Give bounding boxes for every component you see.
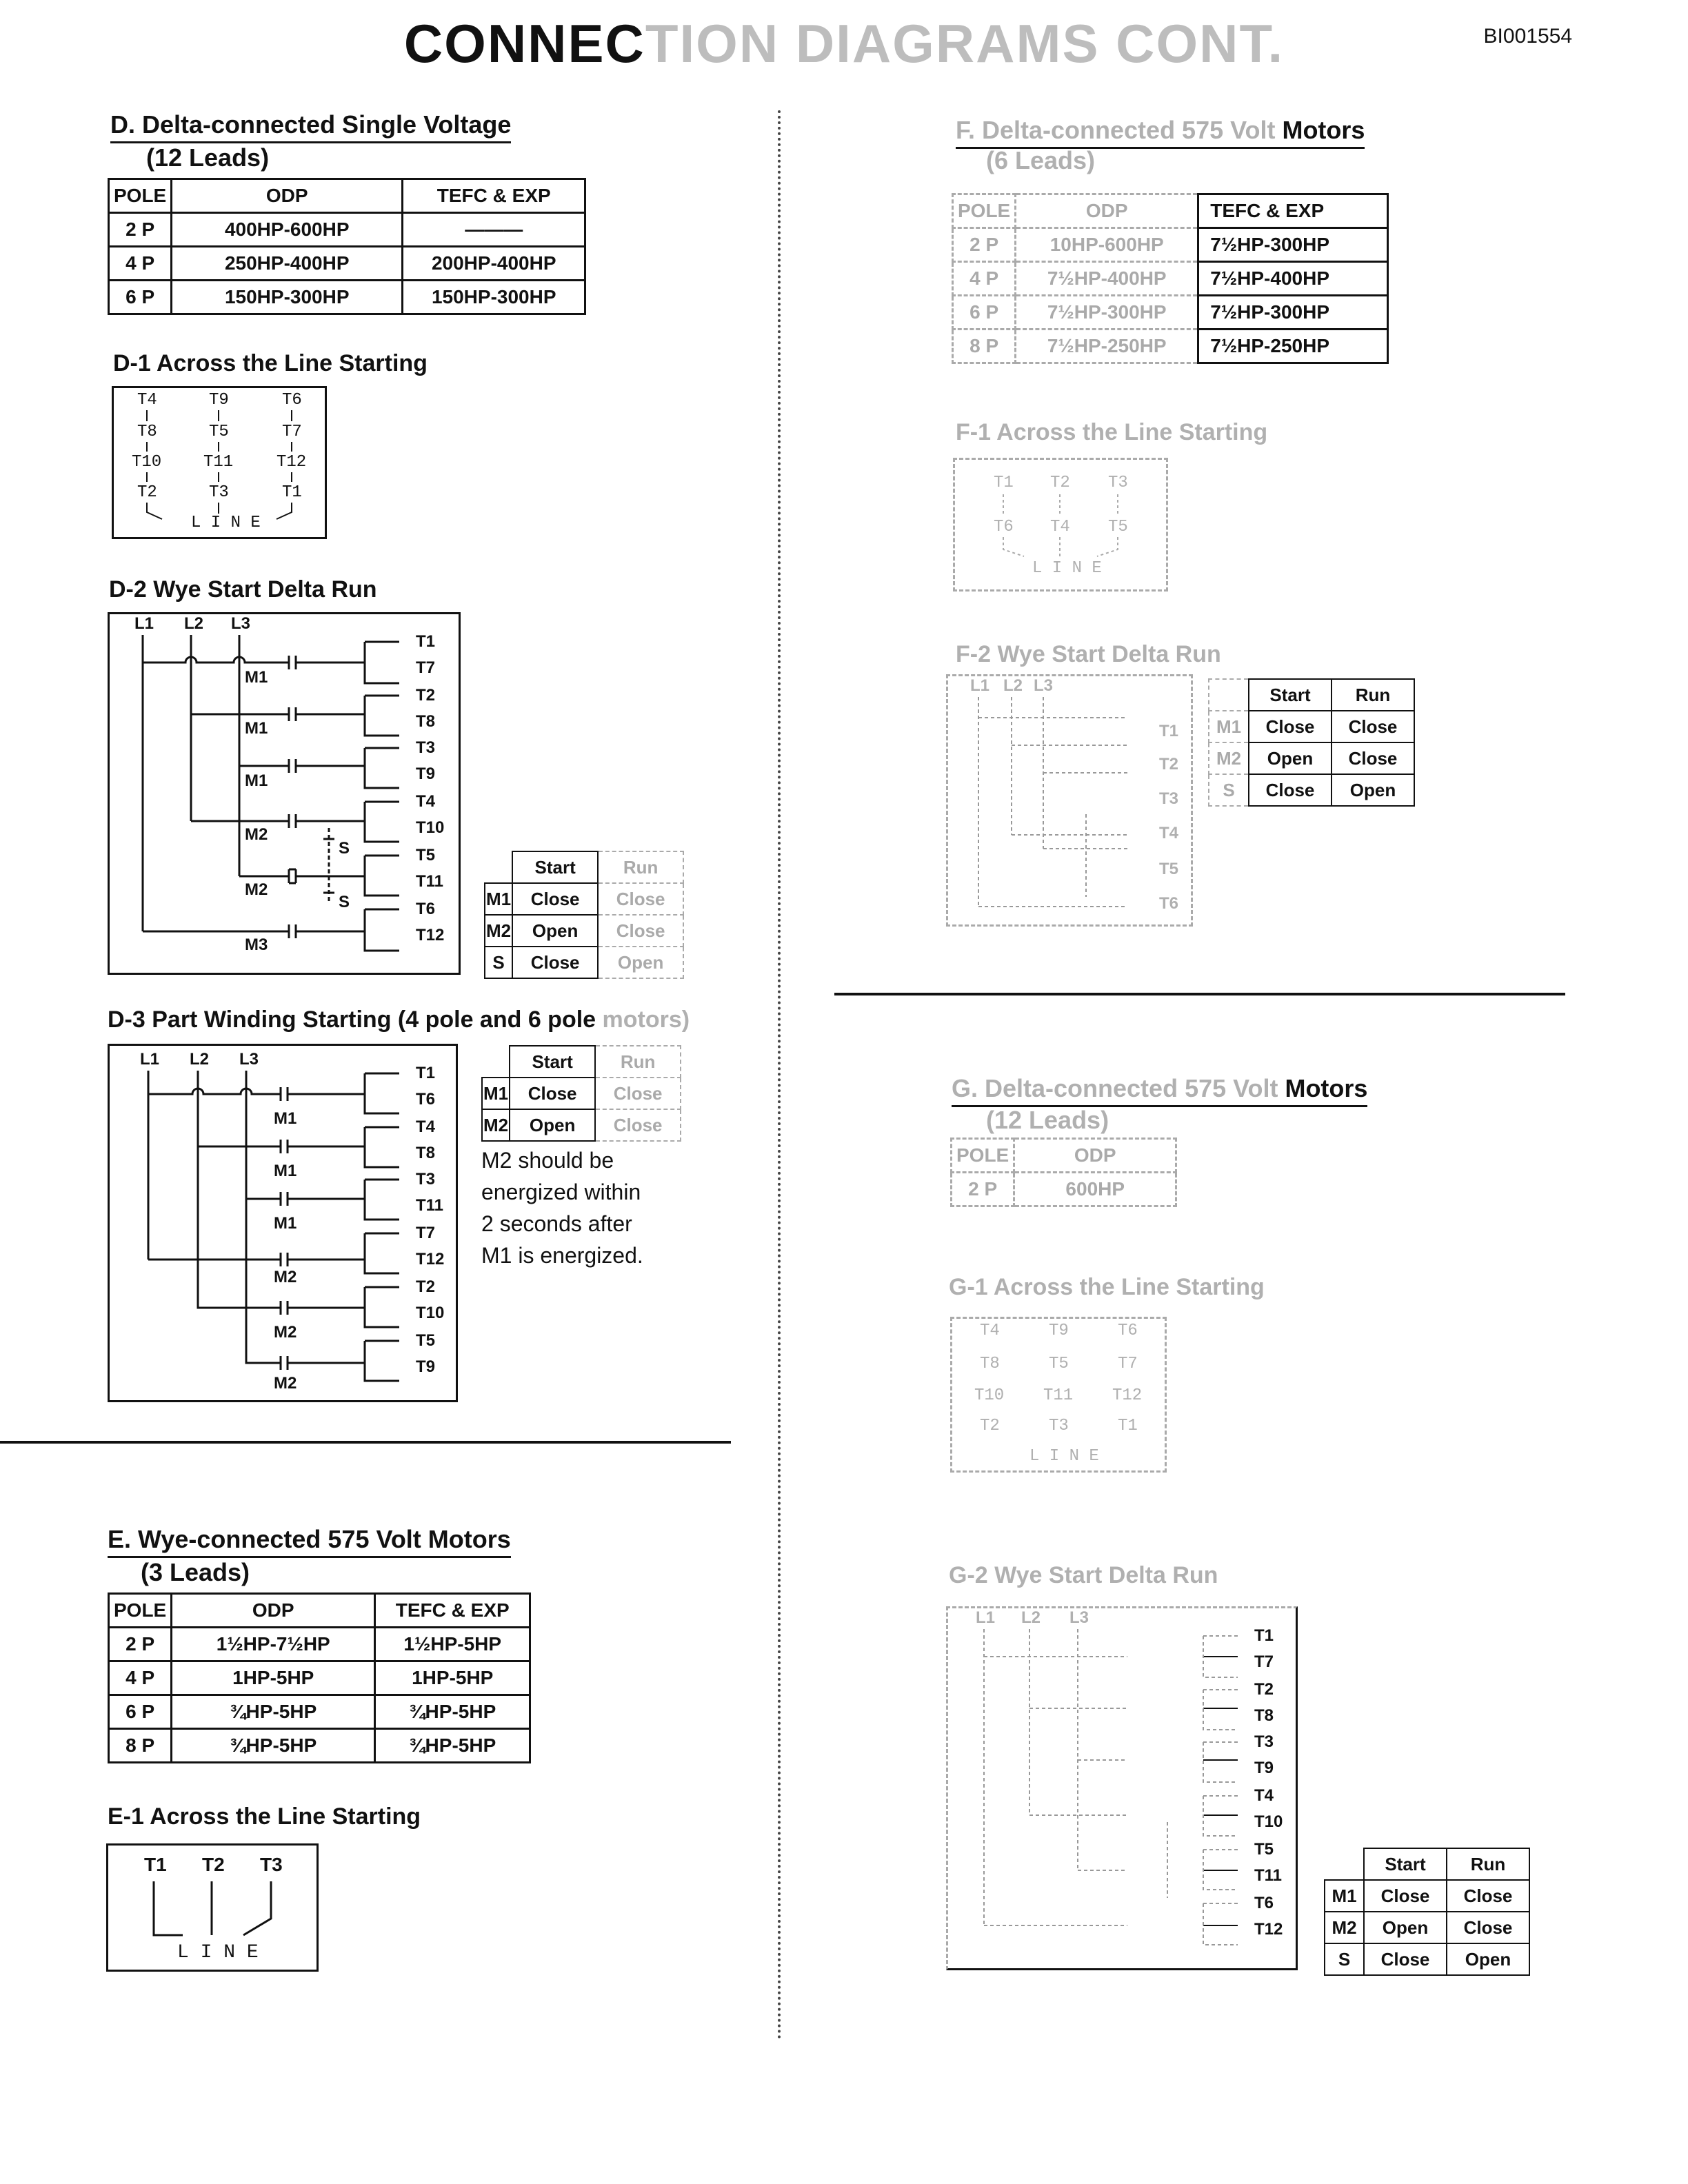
g2-diagram xyxy=(946,1606,1298,1970)
table-row xyxy=(953,194,1388,228)
table-cell: Close xyxy=(598,883,683,915)
contactor-label: M1 xyxy=(274,1214,297,1233)
d3-diagram xyxy=(108,1044,458,1402)
section-e-leads: (3 Leads) xyxy=(141,1558,250,1586)
d2-title: D-2 Wye Start Delta Run xyxy=(109,576,377,603)
d1-lead: T12 xyxy=(277,453,307,472)
table-cell: Open xyxy=(1364,1912,1447,1943)
terminal-label: T8 xyxy=(1254,1706,1274,1725)
table-cell: S xyxy=(1209,774,1249,806)
d3-title xyxy=(108,1007,690,1033)
table-header-cell xyxy=(482,1046,510,1078)
table-cell: 7½HP-400HP xyxy=(1016,262,1198,296)
table-cell: 4 P xyxy=(109,247,172,281)
table-cell: Close xyxy=(1447,1912,1529,1943)
table-cell: Close xyxy=(1447,1880,1529,1912)
table-header-cell: TEFC & EXP xyxy=(1198,194,1388,228)
table-row xyxy=(1325,1848,1529,1880)
g1-lead: T7 xyxy=(1118,1355,1138,1373)
contactor-label: M2 xyxy=(245,880,268,899)
e1-diagram xyxy=(106,1843,319,1972)
table-row xyxy=(109,1661,530,1695)
section-f-title-faint: F. Delta-connected 575 Volt xyxy=(956,116,1283,144)
line-label-l1: L1 xyxy=(134,614,154,633)
d3-switch-table xyxy=(481,1045,681,1142)
terminal-label: T1 xyxy=(416,1064,436,1082)
f1-diagram xyxy=(953,458,1168,592)
e1-lead: T3 xyxy=(260,1854,283,1875)
terminal-label: T2 xyxy=(1254,1680,1274,1699)
terminal-label: T4 xyxy=(1159,824,1179,842)
table-cell: 1½HP-5HP xyxy=(375,1628,530,1661)
section-e-pole-table xyxy=(108,1593,531,1763)
f2-title: F-2 Wye Start Delta Run xyxy=(956,641,1221,667)
table-cell: 1HP-5HP xyxy=(172,1661,375,1695)
table-row xyxy=(482,1109,681,1141)
g1-lead: T10 xyxy=(974,1386,1005,1405)
terminal-label: T7 xyxy=(416,1224,436,1242)
e1-line-label: L I N E xyxy=(177,1942,259,1963)
e1-title: E-1 Across the Line Starting xyxy=(108,1803,421,1830)
d2-wiring xyxy=(110,614,463,977)
table-cell: ¾HP-5HP xyxy=(375,1729,530,1763)
table-header-cell: ODP xyxy=(1016,194,1198,228)
table-row xyxy=(109,1695,530,1729)
table-header-cell: POLE xyxy=(109,1594,172,1628)
terminal-label: T6 xyxy=(1159,894,1179,913)
table-header-cell: Run xyxy=(1447,1848,1529,1880)
table-cell: Close xyxy=(512,883,598,915)
table-cell: M1 xyxy=(1209,711,1249,742)
table-cell: 6 P xyxy=(953,296,1016,330)
f1-lead: T6 xyxy=(994,518,1014,536)
g2-switch-table xyxy=(1324,1848,1530,1976)
table-cell: 200HP-400HP xyxy=(403,247,585,281)
terminal-label: T7 xyxy=(416,658,436,677)
table-cell: 2 P xyxy=(109,1628,172,1661)
f1-lead: T1 xyxy=(994,474,1014,492)
table-cell: 2 P xyxy=(953,228,1016,262)
table-row xyxy=(1325,1880,1529,1912)
table-cell: Close xyxy=(1364,1880,1447,1912)
table-row xyxy=(953,296,1388,330)
table-cell: Close xyxy=(1332,711,1414,742)
terminal-label: T1 xyxy=(1159,722,1179,740)
d1-lead: T10 xyxy=(132,453,162,472)
terminal-label: T1 xyxy=(416,632,436,651)
f1-title: F-1 Across the Line Starting xyxy=(956,419,1268,445)
table-cell: Close xyxy=(1249,711,1332,742)
d1-connectors xyxy=(114,388,329,541)
d1-lead: T5 xyxy=(209,423,229,441)
table-header-cell: Run xyxy=(598,851,683,883)
table-cell: Open xyxy=(598,947,683,978)
f1-line-label: L I N E xyxy=(1032,559,1102,578)
table-row xyxy=(1209,679,1414,711)
table-cell: 400HP-600HP xyxy=(172,213,403,247)
table-cell: Open xyxy=(1447,1943,1529,1975)
terminal-label: T11 xyxy=(416,872,444,891)
line-label-l2: L2 xyxy=(184,614,204,633)
table-cell: 7½HP-400HP xyxy=(1198,262,1388,296)
table-row xyxy=(109,247,585,281)
terminal-label: T10 xyxy=(416,1304,445,1322)
contactor-label: M1 xyxy=(245,771,268,790)
table-cell: Close xyxy=(1249,774,1332,806)
terminal-label: T12 xyxy=(1254,1920,1283,1939)
section-d-pole-table xyxy=(108,178,586,315)
terminal-label: T1 xyxy=(1254,1626,1274,1645)
section-f-leads: (6 Leads) xyxy=(986,146,1096,174)
terminal-label: T8 xyxy=(416,1144,436,1162)
table-header-cell: POLE xyxy=(952,1139,1014,1173)
line-label-l2: L2 xyxy=(190,1050,210,1069)
contactor-label: M3 xyxy=(245,936,268,954)
table-row xyxy=(1325,1943,1529,1975)
d3-title-faint: motors) xyxy=(602,1007,690,1033)
table-cell: Open xyxy=(1249,742,1332,774)
note-line: energized within xyxy=(481,1180,641,1204)
d1-lead: T8 xyxy=(137,423,157,441)
table-row xyxy=(1209,711,1414,742)
terminal-label: T10 xyxy=(1254,1812,1283,1831)
terminal-label: T3 xyxy=(1254,1732,1274,1751)
g1-lead: T6 xyxy=(1118,1322,1138,1340)
terminal-label: T3 xyxy=(416,738,436,757)
contactor-label: M1 xyxy=(274,1109,297,1128)
title-dark-part: CONNEC xyxy=(403,13,645,74)
table-row xyxy=(109,1594,530,1628)
table-cell: 7½HP-300HP xyxy=(1198,228,1388,262)
contactor-label: M2 xyxy=(245,825,268,844)
f1-lead: T3 xyxy=(1108,474,1128,492)
table-cell: 250HP-400HP xyxy=(172,247,403,281)
table-header-cell: Start xyxy=(510,1046,595,1078)
d3-title-main: D-3 Part Winding Starting (4 pole and 6 pole xyxy=(108,1007,603,1033)
section-g-leads: (12 Leads) xyxy=(986,1106,1109,1134)
table-cell: M2 xyxy=(1209,742,1249,774)
d3-timing-note xyxy=(481,1144,643,1271)
table-cell: Open xyxy=(512,915,598,947)
table-cell: Close xyxy=(598,915,683,947)
section-g-title-faint: G. Delta-connected 575 Volt xyxy=(952,1074,1285,1102)
table-header-cell xyxy=(1209,679,1249,711)
g2-wiring xyxy=(948,1608,1300,1972)
table-row xyxy=(482,1046,681,1078)
terminal-label: T9 xyxy=(416,765,436,783)
d1-title: D-1 Across the Line Starting xyxy=(113,350,428,376)
table-row xyxy=(109,1628,530,1661)
table-row xyxy=(1325,1912,1529,1943)
table-cell: Close xyxy=(510,1078,595,1109)
terminal-label: T12 xyxy=(416,926,445,944)
table-row xyxy=(482,1078,681,1109)
table-header-cell: ODP xyxy=(1014,1139,1176,1173)
table-cell: 1½HP-7½HP xyxy=(172,1628,375,1661)
d1-lead: T1 xyxy=(282,483,302,502)
table-cell: M1 xyxy=(482,1078,510,1109)
g1-lead: T2 xyxy=(980,1417,1000,1435)
section-separator xyxy=(834,993,1565,995)
table-header-cell: Run xyxy=(1332,679,1414,711)
table-cell: M1 xyxy=(1325,1880,1364,1912)
terminal-label: T11 xyxy=(416,1196,444,1215)
table-cell: 2 P xyxy=(109,213,172,247)
table-row xyxy=(952,1139,1176,1173)
d1-lead: T9 xyxy=(209,391,229,410)
d1-lead: T7 xyxy=(282,423,302,441)
table-row xyxy=(109,213,585,247)
f2-wiring xyxy=(948,676,1195,929)
section-g-title-dark: Motors xyxy=(1285,1074,1368,1102)
table-cell: 10HP-600HP xyxy=(1016,228,1198,262)
d1-lead: T4 xyxy=(137,391,157,410)
g1-lead: T3 xyxy=(1049,1417,1069,1435)
g1-lead: T12 xyxy=(1112,1386,1143,1405)
d1-lead: T3 xyxy=(209,483,229,502)
title-faint-part: TION DIAGRAMS CONT. xyxy=(645,13,1285,74)
table-cell: Close xyxy=(512,947,598,978)
terminal-label: T5 xyxy=(416,1331,436,1350)
contactor-label: M2 xyxy=(274,1374,297,1393)
page-title xyxy=(0,12,1688,75)
d2-diagram xyxy=(108,612,461,975)
terminal-label: T5 xyxy=(416,846,436,865)
section-f-pole-table xyxy=(952,193,1389,364)
d1-lead: T6 xyxy=(282,391,302,410)
table-header-cell xyxy=(1325,1848,1364,1880)
table-cell: 1HP-5HP xyxy=(375,1661,530,1695)
e1-lead: T2 xyxy=(202,1854,225,1875)
table-cell: ¾HP-5HP xyxy=(375,1695,530,1729)
note-line: M2 should be xyxy=(481,1148,614,1173)
table-cell: ——— xyxy=(403,213,585,247)
table-row xyxy=(1209,742,1414,774)
terminal-label: T6 xyxy=(416,900,436,918)
table-row xyxy=(953,330,1388,363)
g1-line-label: L I N E xyxy=(1029,1447,1099,1466)
contactor-label: M1 xyxy=(274,1162,297,1180)
table-cell: Open xyxy=(1332,774,1414,806)
table-header-cell: Run xyxy=(595,1046,681,1078)
line-label-l3: L3 xyxy=(1034,676,1054,695)
g1-lead: T1 xyxy=(1118,1417,1138,1435)
contactor-label: M1 xyxy=(245,668,268,687)
table-cell: Open xyxy=(510,1109,595,1141)
terminal-label: T2 xyxy=(416,686,436,705)
terminal-label: T3 xyxy=(416,1170,436,1189)
g1-lead: T8 xyxy=(980,1355,1000,1373)
table-row xyxy=(109,281,585,314)
table-header-cell: TEFC & EXP xyxy=(403,179,585,213)
terminal-label: T4 xyxy=(1254,1786,1274,1805)
table-cell: 6 P xyxy=(109,281,172,314)
g1-lead: T11 xyxy=(1043,1386,1074,1405)
table-cell: 150HP-300HP xyxy=(403,281,585,314)
table-cell: Close xyxy=(1364,1943,1447,1975)
note-line: 2 seconds after xyxy=(481,1211,632,1236)
table-cell: M2 xyxy=(485,915,512,947)
d2-switch-table xyxy=(484,851,684,979)
table-cell: 8 P xyxy=(109,1729,172,1763)
table-cell: M1 xyxy=(485,883,512,915)
f1-lead: T4 xyxy=(1050,518,1070,536)
table-row xyxy=(485,883,683,915)
table-cell: 2 P xyxy=(952,1173,1014,1206)
table-header-cell: Start xyxy=(512,851,598,883)
section-separator xyxy=(0,1441,731,1444)
table-cell: 4 P xyxy=(109,1661,172,1695)
section-e-heading xyxy=(108,1525,511,1554)
section-d-heading xyxy=(110,110,511,139)
line-label-l1: L1 xyxy=(140,1050,160,1069)
contactor-label: M1 xyxy=(245,719,268,738)
g1-lead: T4 xyxy=(980,1322,1000,1340)
table-cell: M2 xyxy=(1325,1912,1364,1943)
column-divider xyxy=(778,110,781,2041)
table-header-cell: Start xyxy=(1249,679,1332,711)
section-f-title-dark: Motors xyxy=(1282,116,1365,144)
table-row xyxy=(953,262,1388,296)
table-header-cell: TEFC & EXP xyxy=(375,1594,530,1628)
table-header-cell: ODP xyxy=(172,179,403,213)
line-label-l3: L3 xyxy=(231,614,251,633)
terminal-label: T11 xyxy=(1254,1866,1283,1885)
terminal-label: T7 xyxy=(1254,1652,1274,1671)
table-row xyxy=(485,851,683,883)
f1-lead: T2 xyxy=(1050,474,1070,492)
line-label-l3: L3 xyxy=(1069,1608,1089,1627)
table-row xyxy=(953,228,1388,262)
section-e-title: E. Wye-connected 575 Volt Motors xyxy=(108,1525,511,1558)
table-header-cell: ODP xyxy=(172,1594,375,1628)
section-g-heading xyxy=(952,1074,1367,1103)
table-header-cell: POLE xyxy=(953,194,1016,228)
table-cell: S xyxy=(485,947,512,978)
table-cell: Close xyxy=(595,1109,681,1141)
g2-title: G-2 Wye Start Delta Run xyxy=(949,1562,1218,1588)
document-id: BI001554 xyxy=(1483,25,1572,48)
g1-diagram xyxy=(950,1317,1167,1473)
table-cell: 7½HP-300HP xyxy=(1198,296,1388,330)
d1-diagram xyxy=(112,386,327,539)
terminal-label: T3 xyxy=(1159,789,1179,808)
table-cell: 7½HP-250HP xyxy=(1016,330,1198,363)
table-row xyxy=(952,1173,1176,1206)
d1-lead: T11 xyxy=(203,453,234,472)
terminal-label: T5 xyxy=(1254,1840,1274,1859)
table-cell: ¾HP-5HP xyxy=(172,1729,375,1763)
terminal-label: T9 xyxy=(416,1357,436,1376)
table-cell: 6 P xyxy=(109,1695,172,1729)
s-switch-label: S xyxy=(339,893,350,911)
f1-lead: T5 xyxy=(1108,518,1128,536)
table-row xyxy=(485,915,683,947)
line-label-l2: L2 xyxy=(1003,676,1023,695)
terminal-label: T9 xyxy=(1254,1759,1274,1777)
table-cell: M2 xyxy=(482,1109,510,1141)
s-switch-label: S xyxy=(339,839,350,858)
table-header-cell: Start xyxy=(1364,1848,1447,1880)
terminal-label: T6 xyxy=(1254,1894,1274,1912)
table-cell: 7½HP-300HP xyxy=(1016,296,1198,330)
terminal-label: T2 xyxy=(416,1277,436,1296)
d1-lead: T2 xyxy=(137,483,157,502)
table-cell: 4 P xyxy=(953,262,1016,296)
table-cell: S xyxy=(1325,1943,1364,1975)
table-cell: 600HP xyxy=(1014,1173,1176,1206)
terminal-label: T2 xyxy=(1159,755,1179,774)
section-f-heading xyxy=(956,116,1365,145)
section-d-leads: (12 Leads) xyxy=(146,143,270,172)
contactor-label: M2 xyxy=(274,1323,297,1342)
note-line: M1 is energized. xyxy=(481,1243,643,1268)
table-cell: 150HP-300HP xyxy=(172,281,403,314)
f2-diagram xyxy=(946,674,1193,927)
e1-lead: T1 xyxy=(144,1854,167,1875)
table-cell: ¾HP-5HP xyxy=(172,1695,375,1729)
line-label-l2: L2 xyxy=(1021,1608,1041,1627)
line-label-l3: L3 xyxy=(239,1050,259,1069)
section-d-title: D. Delta-connected Single Voltage xyxy=(110,110,511,143)
table-row xyxy=(1209,774,1414,806)
terminal-label: T5 xyxy=(1159,860,1179,878)
table-header-cell: POLE xyxy=(109,179,172,213)
terminal-label: T8 xyxy=(416,712,436,731)
line-label-l1: L1 xyxy=(976,1608,996,1627)
terminal-label: T12 xyxy=(416,1250,445,1268)
f2-switch-table xyxy=(1208,678,1415,807)
terminal-label: T4 xyxy=(416,792,436,811)
d1-line-label: L I N E xyxy=(191,514,261,532)
table-cell: 8 P xyxy=(953,330,1016,363)
g1-lead: T9 xyxy=(1049,1322,1069,1340)
terminal-label: T4 xyxy=(416,1118,436,1136)
section-g-pole-table xyxy=(950,1138,1177,1207)
table-row xyxy=(109,179,585,213)
table-header-cell xyxy=(485,851,512,883)
table-cell: 7½HP-250HP xyxy=(1198,330,1388,363)
table-row xyxy=(485,947,683,978)
line-label-l1: L1 xyxy=(970,676,990,695)
table-row xyxy=(109,1729,530,1763)
g1-lead: T5 xyxy=(1049,1355,1069,1373)
g1-title: G-1 Across the Line Starting xyxy=(949,1274,1265,1300)
terminal-label: T10 xyxy=(416,818,445,837)
terminal-label: T6 xyxy=(416,1090,436,1109)
contactor-label: M2 xyxy=(274,1268,297,1286)
table-cell: Close xyxy=(595,1078,681,1109)
table-cell: Close xyxy=(1332,742,1414,774)
